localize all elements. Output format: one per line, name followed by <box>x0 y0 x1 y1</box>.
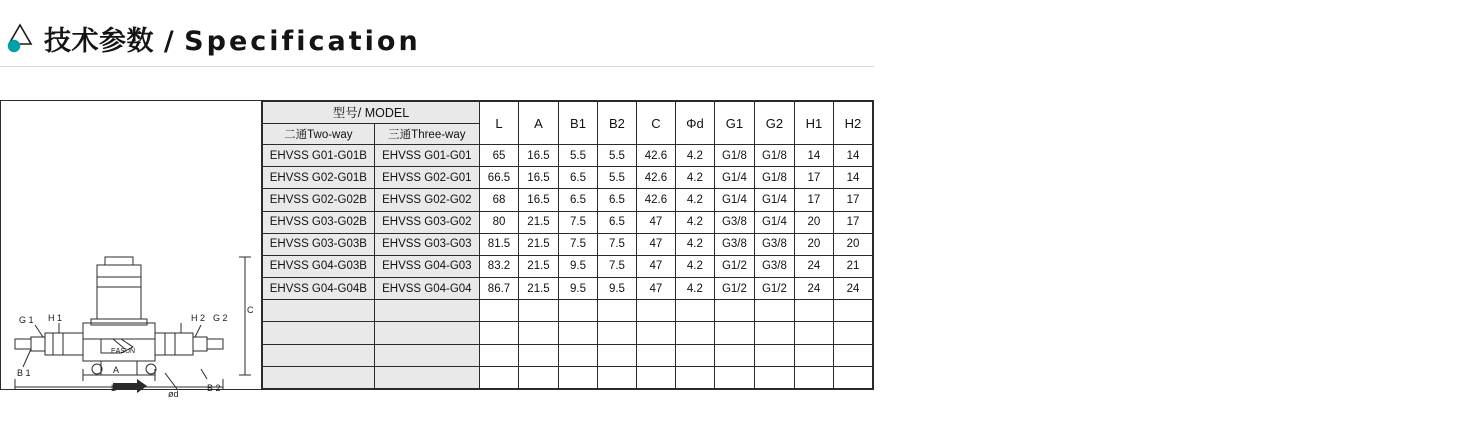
col-header-B1: B1 <box>559 102 598 145</box>
table-row-empty <box>263 366 873 388</box>
cell-G2: G1/2 <box>754 278 794 300</box>
cell-empty <box>754 322 794 344</box>
cell-B1: 6.5 <box>559 167 598 189</box>
col-header-three-way: 三通Three-way <box>374 123 479 145</box>
cell-G2: G1/4 <box>754 189 794 211</box>
col-header-G2: G2 <box>754 102 794 145</box>
cell-H1: 20 <box>794 233 833 255</box>
cell-empty <box>597 344 636 366</box>
cell-B1: 6.5 <box>559 189 598 211</box>
svg-text:ød: ød <box>168 389 179 399</box>
cell-empty <box>263 322 375 344</box>
cell-C: 42.6 <box>636 189 675 211</box>
cell-H1: 17 <box>794 167 833 189</box>
cell-three-way: EHVSS G03-G02 <box>374 211 479 233</box>
cell-empty <box>833 300 872 322</box>
svg-text:A: A <box>113 365 120 375</box>
cell-empty <box>675 366 714 388</box>
header-divider <box>0 66 874 67</box>
cell-empty <box>263 344 375 366</box>
cell-empty <box>518 366 558 388</box>
cell-empty <box>263 300 375 322</box>
cell-empty <box>480 300 519 322</box>
cell-G2: G3/8 <box>754 255 794 277</box>
cell-A: 16.5 <box>518 189 558 211</box>
cell-empty <box>480 322 519 344</box>
cell-three-way: EHVSS G04-G03 <box>374 255 479 277</box>
cell-empty <box>597 322 636 344</box>
cell-two-way: EHVSS G01-G01B <box>263 145 375 167</box>
table-body <box>263 145 873 389</box>
cell-L: 80 <box>480 211 519 233</box>
cell-empty <box>518 300 558 322</box>
svg-text:L: L <box>111 383 117 393</box>
cell-B1: 5.5 <box>559 145 598 167</box>
cell-empty <box>754 344 794 366</box>
cell-A: 21.5 <box>518 255 558 277</box>
page-title-en: Specification <box>184 25 421 57</box>
cell-L: 68 <box>480 189 519 211</box>
cell-H2: 21 <box>833 255 872 277</box>
cell-C: 42.6 <box>636 145 675 167</box>
cell-empty <box>374 322 479 344</box>
table-row <box>263 233 873 255</box>
cell-B2: 5.5 <box>597 145 636 167</box>
cell-B2: 9.5 <box>597 278 636 300</box>
table-row-empty <box>263 300 873 322</box>
valve-dimension-drawing <box>1 101 262 399</box>
table-row <box>263 145 873 167</box>
table-row-empty <box>263 344 873 366</box>
cell-empty <box>675 300 714 322</box>
cell-C: 42.6 <box>636 167 675 189</box>
cell-C: 47 <box>636 278 675 300</box>
cell-G2: G3/8 <box>754 233 794 255</box>
cell-empty <box>263 366 375 388</box>
header-inner <box>0 0 1471 60</box>
cell-H2: 14 <box>833 145 872 167</box>
page-title-cn: 技术参数 <box>44 25 154 57</box>
table-row <box>263 211 873 233</box>
cell-two-way: EHVSS G04-G03B <box>263 255 375 277</box>
cell-empty <box>714 322 754 344</box>
svg-text:C: C <box>247 305 254 315</box>
svg-text:B 1: B 1 <box>17 368 31 378</box>
cell-G2: G1/4 <box>754 211 794 233</box>
cell-two-way: EHVSS G03-G03B <box>263 233 375 255</box>
cell-empty <box>559 366 598 388</box>
cell-G1: G1/2 <box>714 278 754 300</box>
model-header: 型号/ MODEL <box>263 102 480 124</box>
table-row-empty <box>263 322 873 344</box>
cell-empty <box>597 300 636 322</box>
cell-L: 83.2 <box>480 255 519 277</box>
cell-B1: 9.5 <box>559 278 598 300</box>
cell-H1: 24 <box>794 278 833 300</box>
col-header-L: L <box>480 102 519 145</box>
cell-empty <box>518 322 558 344</box>
cell-A: 21.5 <box>518 233 558 255</box>
cell-G1: G1/4 <box>714 189 754 211</box>
table-row <box>263 189 873 211</box>
cell-Φd: 4.2 <box>675 278 714 300</box>
cell-G1: G1/2 <box>714 255 754 277</box>
cell-G2: G1/8 <box>754 167 794 189</box>
cell-empty <box>636 300 675 322</box>
spec-content <box>0 100 874 399</box>
cell-H1: 20 <box>794 211 833 233</box>
cell-B2: 6.5 <box>597 189 636 211</box>
cell-empty <box>597 366 636 388</box>
spec-table-wrap <box>262 101 873 389</box>
svg-text:EASUN: EASUN <box>111 348 136 355</box>
cell-L: 81.5 <box>480 233 519 255</box>
cell-three-way: EHVSS G02-G02 <box>374 189 479 211</box>
cell-two-way: EHVSS G04-G04B <box>263 278 375 300</box>
cell-A: 21.5 <box>518 211 558 233</box>
col-header-phid: Φd <box>675 102 714 145</box>
cell-empty <box>714 344 754 366</box>
table-row <box>263 167 873 189</box>
cell-G1: G3/8 <box>714 211 754 233</box>
cell-G1: G1/4 <box>714 167 754 189</box>
cell-empty <box>636 366 675 388</box>
page-header <box>0 0 1471 68</box>
cell-empty <box>374 300 479 322</box>
cell-Φd: 4.2 <box>675 167 714 189</box>
spec-table <box>262 101 873 389</box>
cell-Φd: 4.2 <box>675 233 714 255</box>
cell-three-way: EHVSS G02-G01 <box>374 167 479 189</box>
cell-H2: 14 <box>833 167 872 189</box>
col-header-A: A <box>518 102 558 145</box>
cell-A: 21.5 <box>518 278 558 300</box>
cell-empty <box>675 322 714 344</box>
cell-Φd: 4.2 <box>675 189 714 211</box>
col-header-B2: B2 <box>597 102 636 145</box>
cell-empty <box>636 344 675 366</box>
cell-H1: 24 <box>794 255 833 277</box>
cell-empty <box>714 366 754 388</box>
table-row <box>263 278 873 300</box>
cell-empty <box>374 344 479 366</box>
col-header-H1: H1 <box>794 102 833 145</box>
cell-Φd: 4.2 <box>675 255 714 277</box>
col-header-two-way: 二通Two-way <box>263 123 375 145</box>
cell-empty <box>794 300 833 322</box>
cell-B2: 6.5 <box>597 211 636 233</box>
cell-empty <box>518 344 558 366</box>
table-row <box>263 255 873 277</box>
cell-empty <box>754 300 794 322</box>
cell-two-way: EHVSS G02-G02B <box>263 189 375 211</box>
cell-empty <box>833 322 872 344</box>
cell-H1: 14 <box>794 145 833 167</box>
cell-empty <box>794 322 833 344</box>
cell-B2: 7.5 <box>597 255 636 277</box>
cell-empty <box>833 344 872 366</box>
cell-B1: 9.5 <box>559 255 598 277</box>
cell-three-way: EHVSS G03-G03 <box>374 233 479 255</box>
cell-A: 16.5 <box>518 167 558 189</box>
cell-H2: 24 <box>833 278 872 300</box>
cell-empty <box>374 366 479 388</box>
page-title-separator: / <box>154 25 185 57</box>
cell-Φd: 4.2 <box>675 211 714 233</box>
cell-two-way: EHVSS G03-G02B <box>263 211 375 233</box>
cell-B2: 7.5 <box>597 233 636 255</box>
cell-H2: 17 <box>833 189 872 211</box>
cell-B1: 7.5 <box>559 211 598 233</box>
cell-three-way: EHVSS G04-G04 <box>374 278 479 300</box>
svg-text:H 2: H 2 <box>191 313 206 323</box>
cell-A: 16.5 <box>518 145 558 167</box>
cell-C: 47 <box>636 233 675 255</box>
col-header-C: C <box>636 102 675 145</box>
cell-two-way: EHVSS G02-G01B <box>263 167 375 189</box>
svg-text:H 1: H 1 <box>48 313 63 323</box>
cell-G1: G1/8 <box>714 145 754 167</box>
cell-empty <box>833 366 872 388</box>
col-header-H2: H2 <box>833 102 872 145</box>
cell-B2: 5.5 <box>597 167 636 189</box>
table-header-row-1 <box>263 102 873 124</box>
triangle-circle-logo-icon <box>6 22 36 54</box>
cell-empty <box>559 322 598 344</box>
cell-L: 65 <box>480 145 519 167</box>
cell-empty <box>714 300 754 322</box>
cell-empty <box>559 344 598 366</box>
cell-empty <box>480 366 519 388</box>
cell-C: 47 <box>636 255 675 277</box>
cell-L: 86.7 <box>480 278 519 300</box>
cell-empty <box>794 366 833 388</box>
cell-empty <box>559 300 598 322</box>
cell-G2: G1/8 <box>754 145 794 167</box>
cell-H2: 20 <box>833 233 872 255</box>
cell-empty <box>794 344 833 366</box>
cell-L: 66.5 <box>480 167 519 189</box>
cell-empty <box>480 344 519 366</box>
svg-text:B 2: B 2 <box>207 383 221 393</box>
cell-empty <box>754 366 794 388</box>
col-header-G1: G1 <box>714 102 754 145</box>
cell-three-way: EHVSS G01-G01 <box>374 145 479 167</box>
cell-G1: G3/8 <box>714 233 754 255</box>
cell-empty <box>675 344 714 366</box>
cell-Φd: 4.2 <box>675 145 714 167</box>
cell-empty <box>636 322 675 344</box>
svg-text:G 1: G 1 <box>19 315 34 325</box>
cell-H2: 17 <box>833 211 872 233</box>
cell-B1: 7.5 <box>559 233 598 255</box>
cell-H1: 17 <box>794 189 833 211</box>
page-title <box>44 19 421 58</box>
cell-C: 47 <box>636 211 675 233</box>
svg-text:G 2: G 2 <box>213 313 228 323</box>
